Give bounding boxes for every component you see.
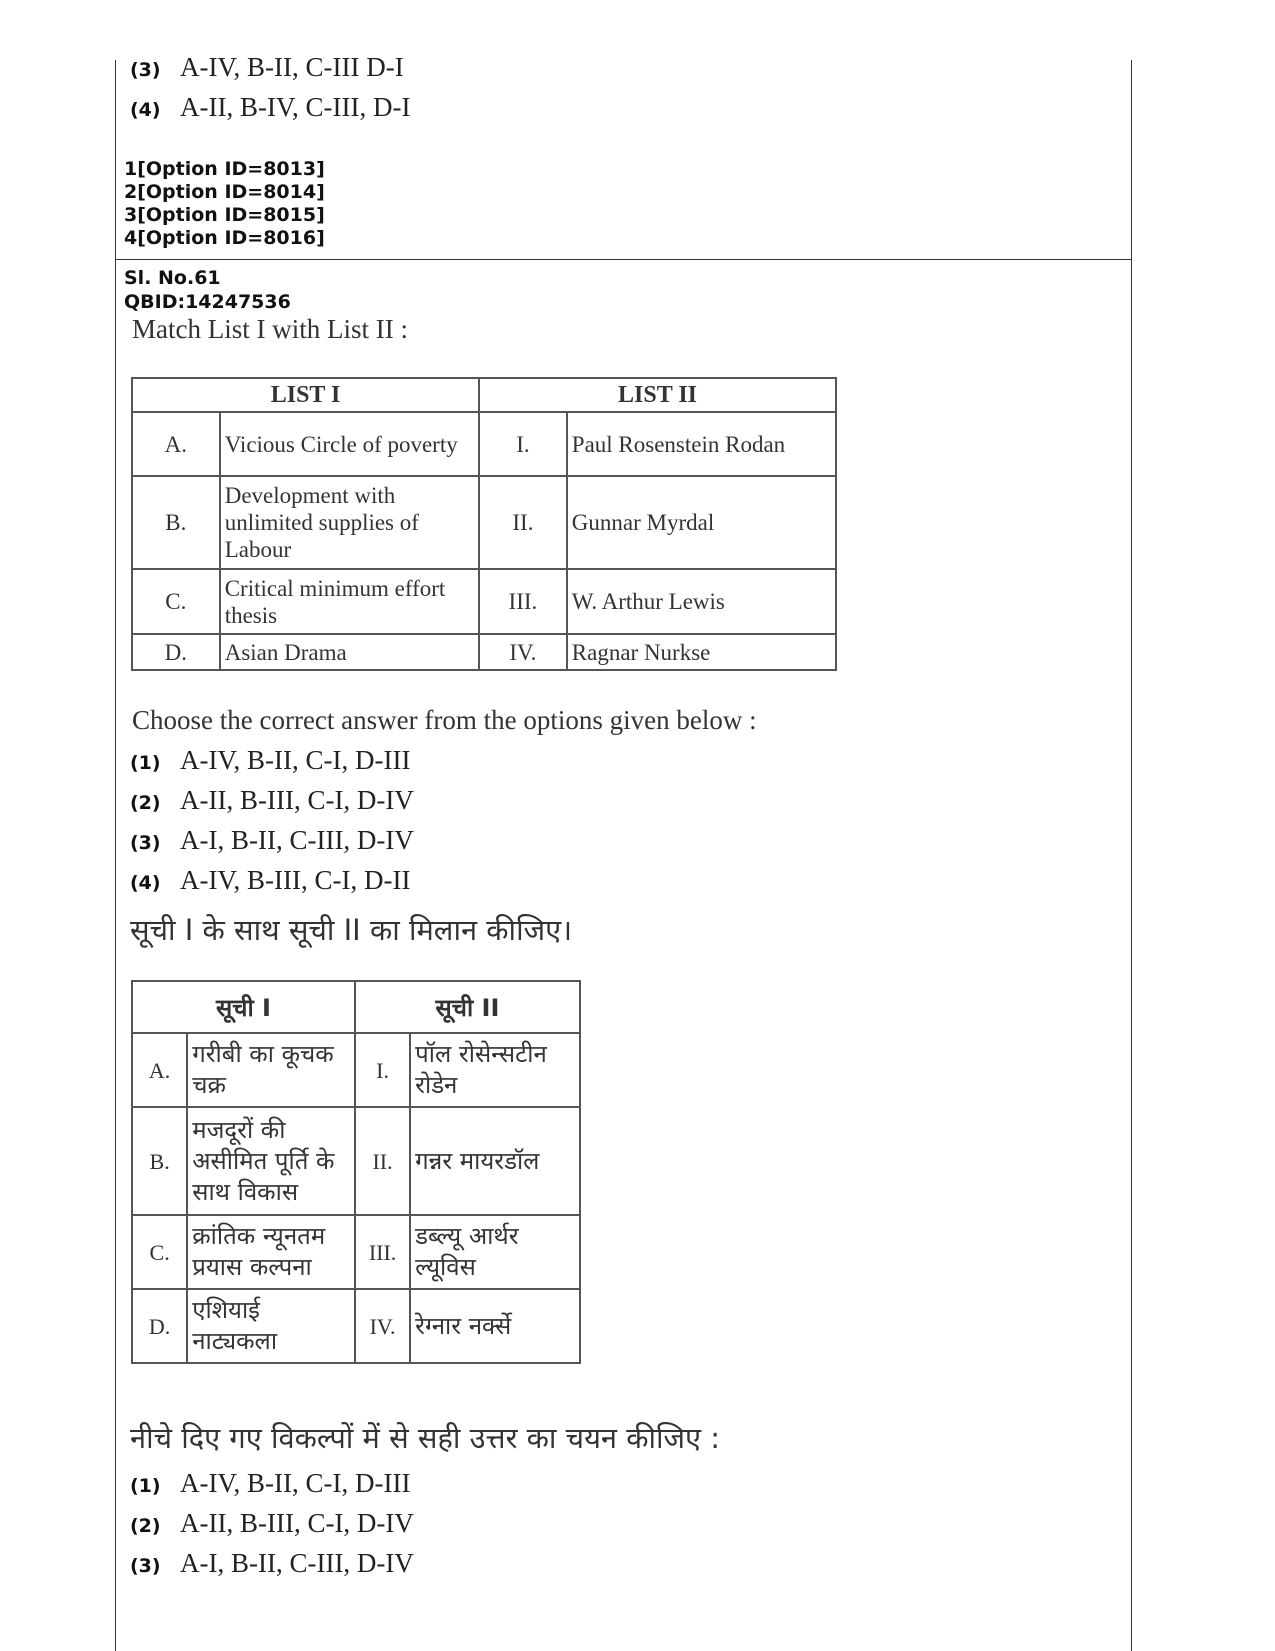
option-2: (2) A-II, B-III, C-I, D-IV xyxy=(130,785,414,815)
choose-instruction-en: Choose the correct answer from the options given below : xyxy=(132,705,757,735)
question-divider xyxy=(115,259,1132,260)
table-row: D. एशियाई नाट्यकला IV. रेग्नार नर्क्से xyxy=(132,1289,580,1363)
table-row: A. Vicious Circle of poverty I. Paul Rosenstein Rodan xyxy=(132,412,836,476)
list-1-header: LIST I xyxy=(132,378,479,412)
option-2: (2) A-II, B-III, C-I, D-IV xyxy=(130,1508,414,1538)
option-1: (1) A-IV, B-II, C-I, D-III xyxy=(130,745,411,775)
option-id: 4[Option ID=8016] xyxy=(124,227,325,249)
prev-option-4: (4) A-II, B-IV, C-III, D-I xyxy=(130,92,411,122)
table-row: B. Development with unlimited supplies of Labour II. Gunnar Myrdal xyxy=(132,476,836,569)
table-row: C. Critical minimum effort thesis III. W. Arthur Lewis xyxy=(132,569,836,634)
list-2-header: सूची II xyxy=(355,981,580,1033)
option-3: (3) A-I, B-II, C-III, D-IV xyxy=(130,1548,414,1578)
list-1-header: सूची I xyxy=(132,981,355,1033)
option-id: 2[Option ID=8014] xyxy=(124,181,325,203)
question-meta xyxy=(116,266,1139,314)
list-2-header: LIST II xyxy=(479,378,836,412)
options-hi xyxy=(116,1468,1131,1588)
table-header xyxy=(132,981,580,1033)
option-3: (3) A-I, B-II, C-III, D-IV xyxy=(130,825,414,855)
option-id: 3[Option ID=8015] xyxy=(124,204,325,226)
options-en xyxy=(116,745,1131,905)
option-1: (1) A-IV, B-II, C-I, D-III xyxy=(130,1468,411,1498)
table-row: A. गरीबी का कूचक चक्र I. पॉल रोसेन्सटीन रोडेन xyxy=(132,1033,580,1107)
table-row: D. Asian Drama IV. Ragnar Nurkse xyxy=(132,634,836,670)
choose-instruction-hi: नीचे दिए गए विकल्पों में से सही उत्तर का चयन कीजिए : xyxy=(130,1421,721,1455)
question-prompt-hi: सूची I के साथ सूची II का मिलान कीजिए। xyxy=(130,913,573,947)
prev-option-3: (3) A-IV, B-II, C-III D-I xyxy=(130,52,404,82)
question-prompt-en: Match List I with List II : xyxy=(132,314,408,344)
serial-number: Sl. No.61 xyxy=(124,267,221,289)
table-header xyxy=(132,378,836,412)
qbid: QBID:14247536 xyxy=(124,291,291,313)
option-id: 1[Option ID=8013] xyxy=(124,158,325,180)
prev-options xyxy=(116,52,1131,132)
match-table-hi xyxy=(131,980,581,1364)
table-row: C. क्रांतिक न्यूनतम प्रयास कल्पना III. डब्ल्यू आर्थर ल्यूविस xyxy=(132,1215,580,1289)
option-id-list xyxy=(116,158,1139,250)
match-table-en xyxy=(131,377,837,671)
option-4: (4) A-IV, B-III, C-I, D-II xyxy=(130,865,411,895)
table-row: B. मजदूरों की असीमित पूर्ति के साथ विकास II. गन्नर मायरडॉल xyxy=(132,1107,580,1215)
